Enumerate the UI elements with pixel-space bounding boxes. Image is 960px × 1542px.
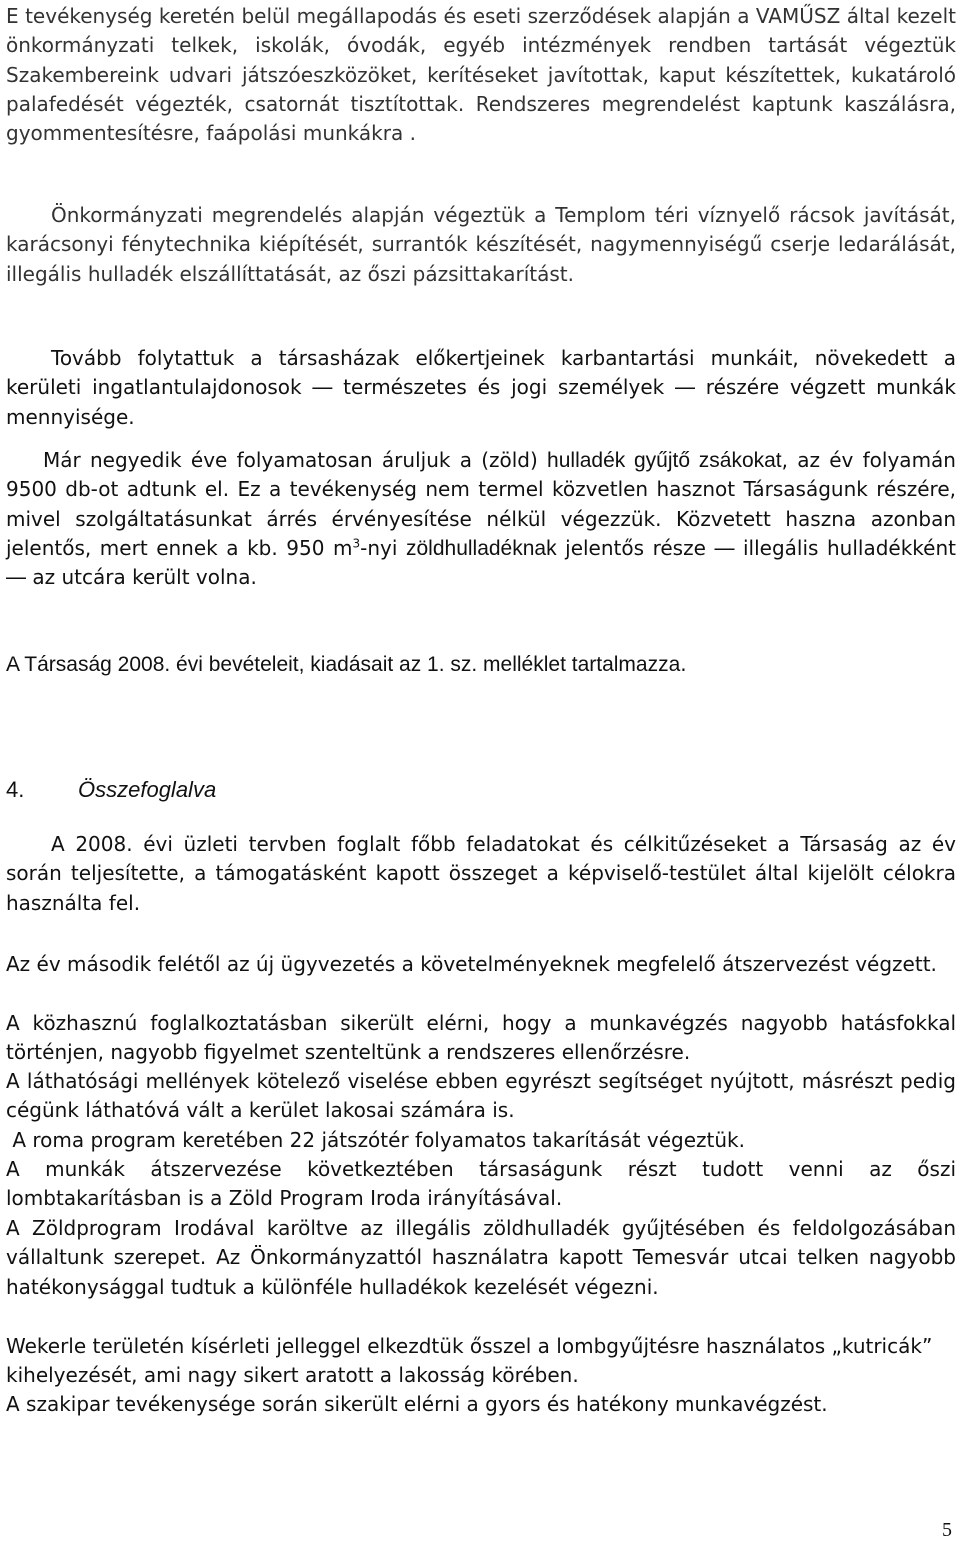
- text-waste-bags-body: , az év folyamán 9500 db-ot adtunk el. Ez a tevékenység nem termel közvetlen hasznot Társaságunk részére, mivel szolgáltatásunkat árrés érvényesítése nélkül végezzük. Közvetett haszna azonban jelentős, mert ennek a kb. 950 m: [6, 448, 956, 560]
- paragraph-trades: A szakipar tevékenysége során sikerült elérni a gyors és hatékony munkavégzést.: [6, 1392, 828, 1416]
- paragraph-reorganization: Az év második felétől az új ügyvezetés a követelményeknek megfelelő átszervezést végzett.: [6, 952, 937, 976]
- text-annex-note-dot: .: [680, 652, 687, 676]
- section-title: Összefoglalva: [78, 777, 217, 802]
- text-annex-note: A Társaság 2008. évi bevételeit, kiadásait az 1. sz. melléklet tartalmazza: [6, 653, 681, 676]
- paragraph-public-employment: A közhasznú foglalkoztatásban sikerült elérni, hogy a munkavégzés nagyobb hatásfokkal történjen, nagyobb figyelmet szenteltünk a rendszeres ellenőrzésre.: [6, 1011, 956, 1065]
- text-waste-bags-unit: -nyi: [360, 535, 406, 560]
- paragraph-waste-bags: [6, 446, 956, 592]
- paragraph-municipal-orders: Önkormányzati megrendelés alapján végeztük a Templom téri víznyelő rácsok javítását, karácsonyi fénytechnika kiépítését, surrantók készítését, nagymennyiségű cserje ledarálását, illegális hulladék elszállíttatását, az őszi pázsittakarítást.: [6, 203, 956, 286]
- text-waste-bags-end: jelentős része ― illegális hulladékként ― az utcára került volna.: [6, 535, 956, 590]
- paragraph-leaf-collection: A munkák átszervezése következtében társaságunk részt tudott venni az őszi lombtakarításban is a Zöld Program Iroda irányításával.: [6, 1157, 956, 1211]
- paragraph-safety-vests: A láthatósági mellények kötelező viselése ebben egyrészt segítséget nyújtott, másrészt pedig cégünk láthatóvá vált a kerület lakosai számára is.: [6, 1069, 956, 1123]
- paragraph-maintenance-work: E tevékenység keretén belül megállapodás és eseti szerződések alapján a VAMŰSZ által kezelt önkormányzati telkek, iskolák, óvodák, egyéb intézmények rendben tartását végeztük Szakembereink udvari játszóeszközöket, kerítéseket javítottak, kaput készítettek, kukatároló palafedését végezték, csatornát tisztítottak. Rendszeres megrendelést kaptunk kaszálásra, gyommentesítésre, faápolási munkákra .: [6, 4, 956, 146]
- paragraph-summary-plan: A 2008. évi üzleti tervben foglalt főbb feladatokat és célkitűzéseket a Társaság az év során teljesítette, a támogatásként kapott összeget a képviselő-testület által kijelölt célokra használta fel.: [6, 832, 956, 915]
- paragraph-condominium-gardens: Tovább folytattuk a társasházak előkertjeinek karbantartási munkáit, növekedett a kerületi ingatlantulajdonosok ― természetes és jogi személyek ― részére végzett munkák mennyisége.: [6, 346, 956, 429]
- page-number: 5: [942, 1519, 952, 1541]
- paragraph-green-program: A Zöldprogram Irodával karöltve az illegális zöldhulladék gyűjtésében és feldolgozásában vállaltunk szerepet. Az Önkormányzattól használatra kapott Temesvár utcai telken nagyobb hatékonysággal tudtuk a különféle hulladékok kezelését végezni.: [6, 1216, 956, 1299]
- paragraph-roma-program: A roma program keretében 22 játszótér folyamatos takarítását végeztük.: [6, 1128, 745, 1152]
- paragraph-annex-note: [6, 650, 956, 679]
- paragraph-wekerle: Wekerle területén kísérleti jelleggel elkezdtük ősszel a lombgyűjtésre használatos „kutricák” kihelyezését, ami nagy sikert aratott a lakosság körében.: [6, 1334, 933, 1388]
- superscript-cubic: 3: [352, 536, 361, 551]
- text-waste-bags-intro: Már negyedik éve folyamatosan áruljuk a (zöld): [43, 448, 548, 472]
- text-waste-bags-highlight: hulladék gyűjtő zsákokat: [547, 449, 782, 472]
- text-green-waste: zöldhulladéknak: [405, 536, 557, 560]
- section-number: 4.: [6, 777, 25, 802]
